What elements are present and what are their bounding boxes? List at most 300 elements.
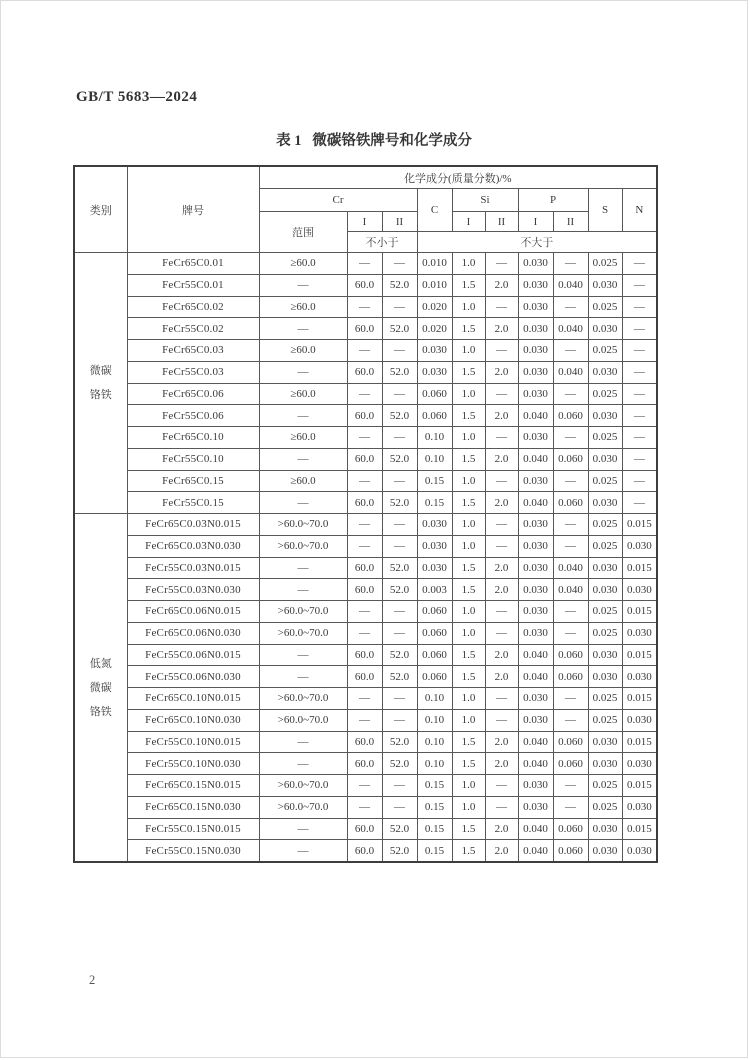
value-cell: 52.0 (382, 666, 417, 688)
header-c: C (417, 189, 452, 232)
value-cell: 1.5 (452, 492, 485, 514)
header-p-class-ii: II (553, 212, 588, 232)
value-cell: 52.0 (382, 405, 417, 427)
value-cell: 0.040 (518, 753, 553, 775)
table-row (74, 492, 657, 514)
value-cell: — (622, 340, 657, 362)
value-cell: 0.030 (518, 318, 553, 340)
value-cell: — (347, 383, 382, 405)
value-cell: >60.0~70.0 (259, 601, 347, 623)
value-cell: — (485, 601, 518, 623)
value-cell: — (347, 709, 382, 731)
value-cell: — (259, 448, 347, 470)
value-cell: 0.015 (622, 688, 657, 710)
table-row (74, 622, 657, 644)
value-cell: 0.030 (518, 274, 553, 296)
value-cell: — (259, 753, 347, 775)
value-cell: — (382, 427, 417, 449)
value-cell: 52.0 (382, 492, 417, 514)
value-cell: 0.030 (518, 427, 553, 449)
value-cell: 0.040 (518, 818, 553, 840)
value-cell: ≥60.0 (259, 340, 347, 362)
value-cell: — (382, 709, 417, 731)
value-cell: 0.030 (588, 405, 622, 427)
standard-code: GB/T 5683—2024 (76, 89, 198, 105)
value-cell: 1.5 (452, 666, 485, 688)
value-cell: 60.0 (347, 666, 382, 688)
value-cell: 0.025 (588, 427, 622, 449)
value-cell: 0.030 (588, 361, 622, 383)
grade-cell: FeCr65C0.15N0.030 (127, 796, 259, 818)
value-cell: 0.025 (588, 535, 622, 557)
value-cell: 0.015 (622, 601, 657, 623)
value-cell: — (382, 688, 417, 710)
grade-cell: FeCr55C0.15N0.015 (127, 818, 259, 840)
value-cell: 0.15 (417, 492, 452, 514)
value-cell: — (622, 318, 657, 340)
header-category: 类别 (74, 166, 127, 253)
value-cell: 0.015 (622, 557, 657, 579)
value-cell: 0.10 (417, 448, 452, 470)
value-cell: — (622, 470, 657, 492)
value-cell: 60.0 (347, 557, 382, 579)
category-cell: 微碳 铬铁 (74, 253, 127, 514)
value-cell: — (485, 709, 518, 731)
value-cell: 0.030 (518, 361, 553, 383)
value-cell: 2.0 (485, 361, 518, 383)
header-cr-range: 范围 (259, 212, 347, 253)
value-cell: 0.060 (553, 666, 588, 688)
value-cell: — (622, 427, 657, 449)
value-cell: — (553, 296, 588, 318)
value-cell: — (622, 492, 657, 514)
value-cell: — (347, 775, 382, 797)
value-cell: 52.0 (382, 840, 417, 862)
value-cell: 0.010 (417, 274, 452, 296)
value-cell: — (347, 535, 382, 557)
value-cell: 0.025 (588, 253, 622, 275)
value-cell: >60.0~70.0 (259, 514, 347, 536)
value-cell: 1.5 (452, 448, 485, 470)
value-cell: 0.060 (553, 731, 588, 753)
table-row (74, 427, 657, 449)
value-cell: — (553, 427, 588, 449)
value-cell: 1.0 (452, 796, 485, 818)
value-cell: 60.0 (347, 448, 382, 470)
value-cell: 0.025 (588, 514, 622, 536)
table-caption: 表 1 微碳铬铁牌号和化学成分 (276, 133, 472, 149)
value-cell: — (485, 383, 518, 405)
category-cell: 低氮 微碳 铬铁 (74, 514, 127, 863)
table-row (74, 405, 657, 427)
value-cell: >60.0~70.0 (259, 775, 347, 797)
value-cell: 0.030 (588, 274, 622, 296)
value-cell: — (259, 318, 347, 340)
value-cell: 1.0 (452, 622, 485, 644)
value-cell: 0.025 (588, 796, 622, 818)
value-cell: — (485, 688, 518, 710)
value-cell: 0.060 (553, 644, 588, 666)
value-cell: 0.030 (417, 340, 452, 362)
value-cell: — (347, 253, 382, 275)
value-cell: 1.0 (452, 427, 485, 449)
grade-cell: FeCr65C0.10N0.015 (127, 688, 259, 710)
grade-cell: FeCr65C0.03N0.030 (127, 535, 259, 557)
value-cell: 0.025 (588, 296, 622, 318)
value-cell: 2.0 (485, 666, 518, 688)
table-header (74, 166, 657, 253)
value-cell: ≥60.0 (259, 383, 347, 405)
table-row (74, 253, 657, 275)
value-cell: — (553, 470, 588, 492)
value-cell: 0.040 (518, 644, 553, 666)
value-cell: 2.0 (485, 274, 518, 296)
value-cell: >60.0~70.0 (259, 622, 347, 644)
value-cell: — (382, 535, 417, 557)
value-cell: 0.030 (518, 514, 553, 536)
value-cell: 2.0 (485, 753, 518, 775)
value-cell: 60.0 (347, 361, 382, 383)
header-si: Si (452, 189, 518, 212)
value-cell: — (622, 274, 657, 296)
value-cell: — (485, 622, 518, 644)
value-cell: 0.10 (417, 731, 452, 753)
value-cell: — (382, 796, 417, 818)
header-n: N (622, 189, 657, 232)
value-cell: 2.0 (485, 557, 518, 579)
value-cell: >60.0~70.0 (259, 796, 347, 818)
value-cell: 0.030 (588, 666, 622, 688)
value-cell: — (259, 405, 347, 427)
grade-cell: FeCr65C0.10 (127, 427, 259, 449)
value-cell: 0.015 (622, 731, 657, 753)
value-cell: 0.060 (417, 383, 452, 405)
table-row (74, 470, 657, 492)
value-cell: 0.030 (518, 557, 553, 579)
table-row (74, 383, 657, 405)
grade-cell: FeCr65C0.06N0.015 (127, 601, 259, 623)
value-cell: 1.5 (452, 731, 485, 753)
value-cell: 0.10 (417, 709, 452, 731)
table-body (74, 253, 657, 863)
value-cell: 60.0 (347, 644, 382, 666)
value-cell: 52.0 (382, 274, 417, 296)
value-cell: 0.030 (588, 318, 622, 340)
table-row (74, 514, 657, 536)
table-row (74, 731, 657, 753)
value-cell: — (382, 601, 417, 623)
value-cell: 0.060 (553, 492, 588, 514)
table-row (74, 688, 657, 710)
value-cell: 1.5 (452, 579, 485, 601)
value-cell: 2.0 (485, 405, 518, 427)
value-cell: — (485, 775, 518, 797)
value-cell: — (553, 709, 588, 731)
grade-cell: FeCr55C0.10N0.015 (127, 731, 259, 753)
table-row (74, 753, 657, 775)
value-cell: 0.025 (588, 688, 622, 710)
header-p: P (518, 189, 588, 212)
header-not-less-than: 不小于 (347, 232, 417, 253)
value-cell: 2.0 (485, 448, 518, 470)
value-cell: 0.15 (417, 470, 452, 492)
value-cell: 2.0 (485, 731, 518, 753)
table-row (74, 361, 657, 383)
value-cell: — (622, 361, 657, 383)
value-cell: — (553, 622, 588, 644)
value-cell: 1.0 (452, 775, 485, 797)
value-cell: 0.020 (417, 296, 452, 318)
value-cell: 1.5 (452, 361, 485, 383)
page-number: 2 (89, 973, 96, 987)
value-cell: 0.030 (518, 601, 553, 623)
value-cell: 2.0 (485, 840, 518, 862)
value-cell: 52.0 (382, 579, 417, 601)
value-cell: — (553, 253, 588, 275)
value-cell: 0.060 (417, 405, 452, 427)
value-cell: 0.040 (553, 361, 588, 383)
value-cell: — (485, 427, 518, 449)
value-cell: 2.0 (485, 644, 518, 666)
value-cell: — (259, 644, 347, 666)
value-cell: 60.0 (347, 579, 382, 601)
value-cell: 0.030 (518, 470, 553, 492)
value-cell: 0.030 (518, 796, 553, 818)
value-cell: — (259, 579, 347, 601)
value-cell: — (347, 296, 382, 318)
value-cell: 0.030 (622, 753, 657, 775)
value-cell: 1.0 (452, 709, 485, 731)
value-cell: — (259, 731, 347, 753)
value-cell: 60.0 (347, 731, 382, 753)
table-row (74, 775, 657, 797)
value-cell: — (382, 383, 417, 405)
value-cell: 0.030 (518, 709, 553, 731)
value-cell: 60.0 (347, 405, 382, 427)
value-cell: 0.030 (588, 448, 622, 470)
table-row (74, 644, 657, 666)
value-cell: 60.0 (347, 492, 382, 514)
value-cell: 0.030 (622, 622, 657, 644)
table-row (74, 579, 657, 601)
table-row (74, 666, 657, 688)
grade-cell: FeCr55C0.03N0.030 (127, 579, 259, 601)
value-cell: 0.030 (518, 688, 553, 710)
grade-cell: FeCr55C0.02 (127, 318, 259, 340)
value-cell: — (553, 514, 588, 536)
value-cell: 0.030 (588, 579, 622, 601)
value-cell: 0.030 (622, 796, 657, 818)
value-cell: 0.030 (417, 361, 452, 383)
value-cell: 0.025 (588, 340, 622, 362)
value-cell: — (347, 470, 382, 492)
value-cell: 1.5 (452, 274, 485, 296)
value-cell: 52.0 (382, 731, 417, 753)
value-cell: — (485, 535, 518, 557)
grade-cell: FeCr65C0.06N0.030 (127, 622, 259, 644)
header-grade: 牌号 (127, 166, 259, 253)
value-cell: 0.040 (518, 492, 553, 514)
grade-cell: FeCr65C0.10N0.030 (127, 709, 259, 731)
table-row (74, 448, 657, 470)
value-cell: 0.015 (622, 818, 657, 840)
grade-cell: FeCr65C0.03N0.015 (127, 514, 259, 536)
header-cr-class-ii: II (382, 212, 417, 232)
value-cell: 0.060 (417, 666, 452, 688)
value-cell: — (485, 340, 518, 362)
grade-cell: FeCr55C0.15N0.030 (127, 840, 259, 862)
grade-cell: FeCr55C0.10N0.030 (127, 753, 259, 775)
table-row (74, 274, 657, 296)
value-cell: ≥60.0 (259, 296, 347, 318)
value-cell: 0.015 (622, 775, 657, 797)
value-cell: — (622, 296, 657, 318)
value-cell: 0.003 (417, 579, 452, 601)
value-cell: — (553, 688, 588, 710)
header-composition: 化学成分(质量分数)/% (259, 166, 657, 189)
value-cell: — (485, 253, 518, 275)
value-cell: — (485, 470, 518, 492)
value-cell: — (259, 818, 347, 840)
value-cell: 0.030 (518, 775, 553, 797)
header-s: S (588, 189, 622, 232)
value-cell: 1.0 (452, 688, 485, 710)
value-cell: — (259, 492, 347, 514)
value-cell: — (259, 840, 347, 862)
value-cell: 0.030 (518, 622, 553, 644)
value-cell: — (553, 796, 588, 818)
value-cell: 0.030 (518, 535, 553, 557)
value-cell: 52.0 (382, 818, 417, 840)
table-row (74, 840, 657, 862)
value-cell: — (485, 296, 518, 318)
value-cell: 0.040 (518, 840, 553, 862)
value-cell: 0.030 (417, 514, 452, 536)
value-cell: 0.040 (518, 731, 553, 753)
value-cell: 0.025 (588, 622, 622, 644)
value-cell: ≥60.0 (259, 427, 347, 449)
value-cell: 0.030 (622, 840, 657, 862)
table-row (74, 296, 657, 318)
value-cell: 0.030 (518, 579, 553, 601)
grade-cell: FeCr65C0.15 (127, 470, 259, 492)
value-cell: 0.025 (588, 709, 622, 731)
value-cell: 0.030 (622, 709, 657, 731)
value-cell: 1.5 (452, 644, 485, 666)
grade-cell: FeCr65C0.02 (127, 296, 259, 318)
value-cell: 0.040 (518, 666, 553, 688)
header-si-class-i: I (452, 212, 485, 232)
value-cell: 0.060 (553, 405, 588, 427)
value-cell: 0.025 (588, 383, 622, 405)
value-cell: — (382, 296, 417, 318)
value-cell: — (382, 775, 417, 797)
grade-cell: FeCr55C0.03N0.015 (127, 557, 259, 579)
value-cell: — (259, 361, 347, 383)
value-cell: >60.0~70.0 (259, 688, 347, 710)
value-cell: 0.030 (622, 666, 657, 688)
value-cell: 1.5 (452, 405, 485, 427)
value-cell: 1.0 (452, 514, 485, 536)
value-cell: — (553, 535, 588, 557)
value-cell: 60.0 (347, 840, 382, 862)
value-cell: 60.0 (347, 274, 382, 296)
value-cell: 0.060 (553, 753, 588, 775)
header-si-class-ii: II (485, 212, 518, 232)
value-cell: 0.060 (417, 644, 452, 666)
value-cell: 0.025 (588, 601, 622, 623)
value-cell: 52.0 (382, 448, 417, 470)
header-row-1 (74, 166, 657, 189)
value-cell: 0.060 (553, 448, 588, 470)
value-cell: 1.5 (452, 753, 485, 775)
value-cell: 0.15 (417, 796, 452, 818)
value-cell: — (485, 514, 518, 536)
value-cell: 0.040 (553, 557, 588, 579)
table-row (74, 709, 657, 731)
value-cell: 60.0 (347, 753, 382, 775)
grade-cell: FeCr65C0.06 (127, 383, 259, 405)
value-cell: — (382, 470, 417, 492)
value-cell: — (347, 688, 382, 710)
value-cell: — (259, 557, 347, 579)
value-cell: 52.0 (382, 644, 417, 666)
value-cell: — (347, 796, 382, 818)
composition-table (73, 165, 658, 863)
value-cell: >60.0~70.0 (259, 535, 347, 557)
value-cell: 52.0 (382, 361, 417, 383)
value-cell: — (553, 383, 588, 405)
value-cell: 0.10 (417, 688, 452, 710)
value-cell: 0.040 (553, 579, 588, 601)
value-cell: 0.060 (417, 622, 452, 644)
value-cell: 0.030 (518, 296, 553, 318)
value-cell: 0.10 (417, 427, 452, 449)
value-cell: 60.0 (347, 818, 382, 840)
value-cell: 0.040 (553, 274, 588, 296)
value-cell: 0.030 (518, 383, 553, 405)
value-cell: 0.030 (588, 753, 622, 775)
table-row (74, 340, 657, 362)
value-cell: 0.030 (588, 731, 622, 753)
value-cell: 0.15 (417, 840, 452, 862)
value-cell: 0.15 (417, 775, 452, 797)
table-row (74, 601, 657, 623)
value-cell: — (553, 775, 588, 797)
value-cell: 0.030 (588, 818, 622, 840)
value-cell: 0.030 (417, 535, 452, 557)
value-cell: 1.0 (452, 296, 485, 318)
value-cell: 1.5 (452, 318, 485, 340)
value-cell: >60.0~70.0 (259, 709, 347, 731)
grade-cell: FeCr65C0.01 (127, 253, 259, 275)
value-cell: ≥60.0 (259, 253, 347, 275)
value-cell: 2.0 (485, 579, 518, 601)
value-cell: — (622, 405, 657, 427)
value-cell: — (382, 340, 417, 362)
value-cell: — (622, 383, 657, 405)
grade-cell: FeCr55C0.06 (127, 405, 259, 427)
grade-cell: FeCr55C0.01 (127, 274, 259, 296)
value-cell: 1.0 (452, 601, 485, 623)
value-cell: — (622, 253, 657, 275)
value-cell: 1.5 (452, 557, 485, 579)
value-cell: 52.0 (382, 557, 417, 579)
header-not-greater-than: 不大于 (417, 232, 657, 253)
header-p-class-i: I (518, 212, 553, 232)
value-cell: 0.060 (553, 818, 588, 840)
value-cell: 0.030 (588, 644, 622, 666)
